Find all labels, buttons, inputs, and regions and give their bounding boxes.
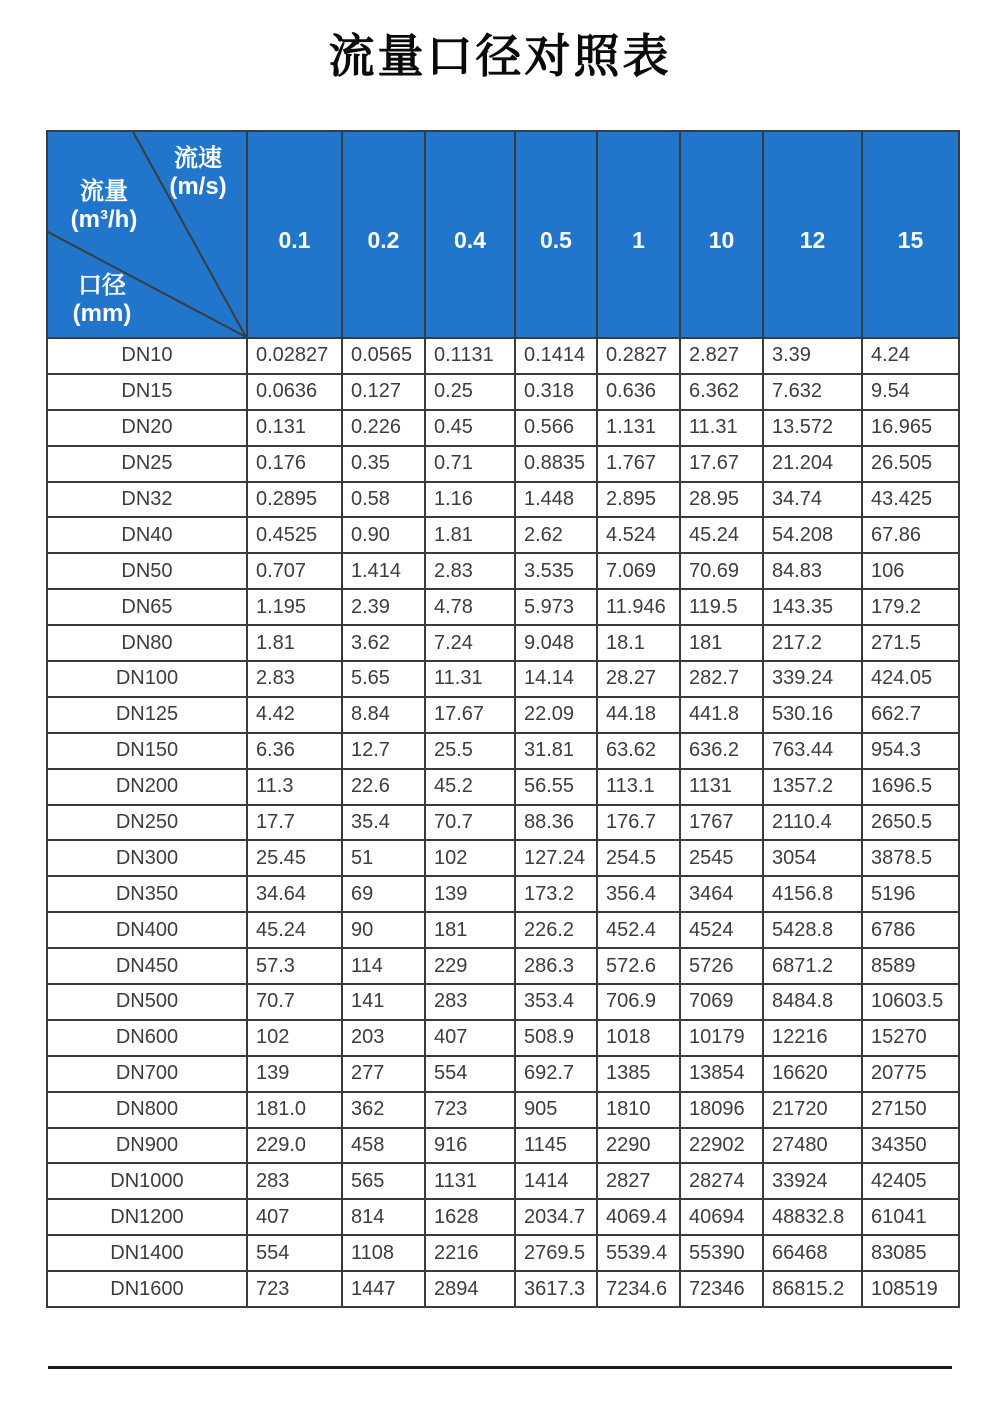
dn-diameter-label: DN450 bbox=[47, 948, 247, 984]
flow-value-cell: 0.566 bbox=[515, 410, 597, 446]
dn-diameter-label: DN125 bbox=[47, 697, 247, 733]
flow-value-cell: 25.45 bbox=[247, 840, 342, 876]
flow-value-cell: 44.18 bbox=[597, 697, 680, 733]
table-row bbox=[47, 876, 959, 912]
flow-value-cell: 554 bbox=[425, 1056, 515, 1092]
dn-diameter-label: DN300 bbox=[47, 840, 247, 876]
table-row bbox=[47, 410, 959, 446]
flow-value-cell: 7.24 bbox=[425, 625, 515, 661]
dn-diameter-label: DN1400 bbox=[47, 1235, 247, 1271]
flow-value-cell: 3464 bbox=[680, 876, 763, 912]
flow-value-cell: 69 bbox=[342, 876, 425, 912]
flow-value-cell: 905 bbox=[515, 1092, 597, 1128]
flow-value-cell: 18096 bbox=[680, 1092, 763, 1128]
flow-value-cell: 55390 bbox=[680, 1235, 763, 1271]
flow-value-cell: 0.25 bbox=[425, 374, 515, 410]
flow-value-cell: 565 bbox=[342, 1163, 425, 1199]
table-row bbox=[47, 553, 959, 589]
flow-value-cell: 11.946 bbox=[597, 589, 680, 625]
flow-value-cell: 45.24 bbox=[680, 517, 763, 553]
diameter-axis-label bbox=[58, 272, 146, 328]
flow-value-cell: 2290 bbox=[597, 1128, 680, 1164]
table-row bbox=[47, 1128, 959, 1164]
flow-value-cell: 18.1 bbox=[597, 625, 680, 661]
flow-value-cell: 407 bbox=[425, 1020, 515, 1056]
flow-value-cell: 70.69 bbox=[680, 553, 763, 589]
flow-value-cell: 1810 bbox=[597, 1092, 680, 1128]
flow-value-cell: 173.2 bbox=[515, 876, 597, 912]
flow-value-cell: 127.24 bbox=[515, 840, 597, 876]
dn-diameter-label: DN100 bbox=[47, 661, 247, 697]
table-row bbox=[47, 840, 959, 876]
flow-value-cell: 1145 bbox=[515, 1128, 597, 1164]
flow-value-cell: 28.95 bbox=[680, 482, 763, 518]
flow-value-cell: 1385 bbox=[597, 1056, 680, 1092]
flow-value-cell: 26.505 bbox=[862, 446, 959, 482]
flow-value-cell: 27150 bbox=[862, 1092, 959, 1128]
flow-value-cell: 277 bbox=[342, 1056, 425, 1092]
flow-value-cell: 217.2 bbox=[763, 625, 862, 661]
flow-value-cell: 1.81 bbox=[247, 625, 342, 661]
flow-value-cell: 4524 bbox=[680, 912, 763, 948]
flow-value-cell: 141 bbox=[342, 984, 425, 1020]
table-row bbox=[47, 625, 959, 661]
flow-value-cell: 0.1414 bbox=[515, 338, 597, 374]
flow-value-cell: 636.2 bbox=[680, 733, 763, 769]
flow-value-cell: 70.7 bbox=[247, 984, 342, 1020]
dn-diameter-label: DN40 bbox=[47, 517, 247, 553]
flow-value-cell: 15270 bbox=[862, 1020, 959, 1056]
flow-value-cell: 8.84 bbox=[342, 697, 425, 733]
flow-value-cell: 1.16 bbox=[425, 482, 515, 518]
flow-value-cell: 2.62 bbox=[515, 517, 597, 553]
flow-value-cell: 407 bbox=[247, 1199, 342, 1235]
flow-value-cell: 113.1 bbox=[597, 769, 680, 805]
flow-value-cell: 181 bbox=[425, 912, 515, 948]
flow-value-cell: 2827 bbox=[597, 1163, 680, 1199]
flow-value-cell: 692.7 bbox=[515, 1056, 597, 1092]
flow-value-cell: 9.54 bbox=[862, 374, 959, 410]
velocity-axis-label bbox=[154, 145, 242, 201]
table-row bbox=[47, 1199, 959, 1235]
flow-value-cell: 2034.7 bbox=[515, 1199, 597, 1235]
dn-diameter-label: DN800 bbox=[47, 1092, 247, 1128]
flow-value-cell: 22.6 bbox=[342, 769, 425, 805]
flow-value-cell: 954.3 bbox=[862, 733, 959, 769]
dn-diameter-label: DN600 bbox=[47, 1020, 247, 1056]
flow-value-cell: 1628 bbox=[425, 1199, 515, 1235]
flow-value-cell: 106 bbox=[862, 553, 959, 589]
flow-value-cell: 452.4 bbox=[597, 912, 680, 948]
flow-value-cell: 88.36 bbox=[515, 805, 597, 841]
table-row bbox=[47, 338, 959, 374]
flow-value-cell: 181 bbox=[680, 625, 763, 661]
flow-value-cell: 7069 bbox=[680, 984, 763, 1020]
flow-value-cell: 0.02827 bbox=[247, 338, 342, 374]
corner-cell bbox=[47, 131, 247, 338]
flow-value-cell: 0.176 bbox=[247, 446, 342, 482]
flow-value-cell: 1357.2 bbox=[763, 769, 862, 805]
flow-value-cell: 84.83 bbox=[763, 553, 862, 589]
flow-value-cell: 5.973 bbox=[515, 589, 597, 625]
dn-diameter-label: DN700 bbox=[47, 1056, 247, 1092]
flow-value-cell: 70.7 bbox=[425, 805, 515, 841]
flow-value-cell: 102 bbox=[425, 840, 515, 876]
flow-value-cell: 0.71 bbox=[425, 446, 515, 482]
dn-diameter-label: DN250 bbox=[47, 805, 247, 841]
flow-value-cell: 1108 bbox=[342, 1235, 425, 1271]
table-row bbox=[47, 697, 959, 733]
flow-value-cell: 0.45 bbox=[425, 410, 515, 446]
flow-value-cell: 5428.8 bbox=[763, 912, 862, 948]
velocity-column-header: 10 bbox=[680, 131, 763, 338]
flow-value-cell: 86815.2 bbox=[763, 1271, 862, 1307]
table-row bbox=[47, 661, 959, 697]
flow-value-cell: 0.2895 bbox=[247, 482, 342, 518]
flow-value-cell: 66468 bbox=[763, 1235, 862, 1271]
flow-value-cell: 3054 bbox=[763, 840, 862, 876]
flow-value-cell: 9.048 bbox=[515, 625, 597, 661]
flow-value-cell: 34350 bbox=[862, 1128, 959, 1164]
dn-diameter-label: DN25 bbox=[47, 446, 247, 482]
flow-value-cell: 34.64 bbox=[247, 876, 342, 912]
flow-value-cell: 2650.5 bbox=[862, 805, 959, 841]
flow-value-cell: 1.131 bbox=[597, 410, 680, 446]
flow-value-cell: 6.36 bbox=[247, 733, 342, 769]
flow-value-cell: 1696.5 bbox=[862, 769, 959, 805]
flow-value-cell: 286.3 bbox=[515, 948, 597, 984]
flow-value-cell: 0.707 bbox=[247, 553, 342, 589]
flow-value-cell: 356.4 bbox=[597, 876, 680, 912]
flow-value-cell: 54.208 bbox=[763, 517, 862, 553]
flow-value-cell: 35.4 bbox=[342, 805, 425, 841]
flow-value-cell: 229 bbox=[425, 948, 515, 984]
flow-value-cell: 25.5 bbox=[425, 733, 515, 769]
flow-value-cell: 114 bbox=[342, 948, 425, 984]
table-row bbox=[47, 1056, 959, 1092]
flow-value-cell: 21.204 bbox=[763, 446, 862, 482]
diameter-label-text: 口径 bbox=[78, 272, 126, 299]
flow-value-cell: 1.195 bbox=[247, 589, 342, 625]
flow-value-cell: 1414 bbox=[515, 1163, 597, 1199]
flow-value-cell: 2.827 bbox=[680, 338, 763, 374]
flow-value-cell: 83085 bbox=[862, 1235, 959, 1271]
flow-value-cell: 51 bbox=[342, 840, 425, 876]
dn-diameter-label: DN10 bbox=[47, 338, 247, 374]
flow-value-cell: 662.7 bbox=[862, 697, 959, 733]
dn-diameter-label: DN1000 bbox=[47, 1163, 247, 1199]
flow-value-cell: 119.5 bbox=[680, 589, 763, 625]
bottom-divider bbox=[48, 1366, 952, 1369]
table-row bbox=[47, 805, 959, 841]
table-row bbox=[47, 948, 959, 984]
flow-value-cell: 4069.4 bbox=[597, 1199, 680, 1235]
flow-value-cell: 5539.4 bbox=[597, 1235, 680, 1271]
flow-value-cell: 139 bbox=[247, 1056, 342, 1092]
flow-value-cell: 0.58 bbox=[342, 482, 425, 518]
flow-value-cell: 0.4525 bbox=[247, 517, 342, 553]
flow-value-cell: 4.24 bbox=[862, 338, 959, 374]
flow-value-cell: 572.6 bbox=[597, 948, 680, 984]
table-row bbox=[47, 446, 959, 482]
flow-value-cell: 723 bbox=[425, 1092, 515, 1128]
flow-value-cell: 554 bbox=[247, 1235, 342, 1271]
flow-axis-label bbox=[60, 178, 148, 234]
flow-value-cell: 3617.3 bbox=[515, 1271, 597, 1307]
flow-value-cell: 916 bbox=[425, 1128, 515, 1164]
flow-value-cell: 6871.2 bbox=[763, 948, 862, 984]
table-row bbox=[47, 589, 959, 625]
table-row bbox=[47, 1092, 959, 1128]
flow-value-cell: 0.35 bbox=[342, 446, 425, 482]
table-row bbox=[47, 1271, 959, 1307]
flow-value-cell: 20775 bbox=[862, 1056, 959, 1092]
flow-value-cell: 4.42 bbox=[247, 697, 342, 733]
flow-value-cell: 1447 bbox=[342, 1271, 425, 1307]
velocity-column-header: 0.1 bbox=[247, 131, 342, 338]
flow-value-cell: 16620 bbox=[763, 1056, 862, 1092]
dn-diameter-label: DN200 bbox=[47, 769, 247, 805]
flow-value-cell: 763.44 bbox=[763, 733, 862, 769]
velocity-column-header: 1 bbox=[597, 131, 680, 338]
flow-value-cell: 1.81 bbox=[425, 517, 515, 553]
flow-value-cell: 0.8835 bbox=[515, 446, 597, 482]
flow-value-cell: 8589 bbox=[862, 948, 959, 984]
flow-value-cell: 13.572 bbox=[763, 410, 862, 446]
flow-value-cell: 10179 bbox=[680, 1020, 763, 1056]
flow-value-cell: 7.632 bbox=[763, 374, 862, 410]
page-title: 流量口径对照表 bbox=[328, 30, 672, 82]
flow-value-cell: 56.55 bbox=[515, 769, 597, 805]
flow-value-cell: 6.362 bbox=[680, 374, 763, 410]
flow-value-cell: 0.131 bbox=[247, 410, 342, 446]
flow-value-cell: 706.9 bbox=[597, 984, 680, 1020]
table-row bbox=[47, 1020, 959, 1056]
velocity-column-header: 0.5 bbox=[515, 131, 597, 338]
flow-value-cell: 8484.8 bbox=[763, 984, 862, 1020]
flow-value-cell: 90 bbox=[342, 912, 425, 948]
flow-value-cell: 1767 bbox=[680, 805, 763, 841]
table-row bbox=[47, 1235, 959, 1271]
flow-value-cell: 45.24 bbox=[247, 912, 342, 948]
flow-value-cell: 179.2 bbox=[862, 589, 959, 625]
flow-value-cell: 33924 bbox=[763, 1163, 862, 1199]
table-row bbox=[47, 1163, 959, 1199]
flow-value-cell: 2110.4 bbox=[763, 805, 862, 841]
flow-value-cell: 229.0 bbox=[247, 1128, 342, 1164]
dn-diameter-label: DN50 bbox=[47, 553, 247, 589]
flow-value-cell: 17.7 bbox=[247, 805, 342, 841]
velocity-unit-text: (m/s) bbox=[169, 173, 227, 200]
flow-value-cell: 63.62 bbox=[597, 733, 680, 769]
flow-value-cell: 441.8 bbox=[680, 697, 763, 733]
table-row bbox=[47, 769, 959, 805]
dn-diameter-label: DN500 bbox=[47, 984, 247, 1020]
dn-diameter-label: DN1200 bbox=[47, 1199, 247, 1235]
flow-value-cell: 28.27 bbox=[597, 661, 680, 697]
velocity-label-text: 流速 bbox=[174, 145, 222, 172]
flow-value-cell: 203 bbox=[342, 1020, 425, 1056]
flow-value-cell: 22902 bbox=[680, 1128, 763, 1164]
flow-value-cell: 57.3 bbox=[247, 948, 342, 984]
flow-value-cell: 0.1131 bbox=[425, 338, 515, 374]
flow-value-cell: 17.67 bbox=[425, 697, 515, 733]
flow-value-cell: 0.318 bbox=[515, 374, 597, 410]
header-row bbox=[47, 131, 959, 338]
flow-value-cell: 814 bbox=[342, 1199, 425, 1235]
flow-value-cell: 0.636 bbox=[597, 374, 680, 410]
flow-value-cell: 27480 bbox=[763, 1128, 862, 1164]
flow-value-cell: 28274 bbox=[680, 1163, 763, 1199]
flow-value-cell: 11.31 bbox=[680, 410, 763, 446]
flow-value-cell: 42405 bbox=[862, 1163, 959, 1199]
flow-value-cell: 0.2827 bbox=[597, 338, 680, 374]
flow-value-cell: 5196 bbox=[862, 876, 959, 912]
flow-value-cell: 339.24 bbox=[763, 661, 862, 697]
table-row bbox=[47, 517, 959, 553]
flow-value-cell: 11.31 bbox=[425, 661, 515, 697]
flow-value-cell: 10603.5 bbox=[862, 984, 959, 1020]
flow-value-cell: 362 bbox=[342, 1092, 425, 1128]
flow-value-cell: 1.414 bbox=[342, 553, 425, 589]
flow-value-cell: 2.83 bbox=[425, 553, 515, 589]
velocity-column-header: 0.4 bbox=[425, 131, 515, 338]
flow-value-cell: 67.86 bbox=[862, 517, 959, 553]
flow-value-cell: 5726 bbox=[680, 948, 763, 984]
flow-value-cell: 14.14 bbox=[515, 661, 597, 697]
dn-diameter-label: DN65 bbox=[47, 589, 247, 625]
flow-value-cell: 21720 bbox=[763, 1092, 862, 1128]
table-row bbox=[47, 733, 959, 769]
flow-value-cell: 0.0636 bbox=[247, 374, 342, 410]
flow-value-cell: 143.35 bbox=[763, 589, 862, 625]
flow-value-cell: 226.2 bbox=[515, 912, 597, 948]
flow-value-cell: 7234.6 bbox=[597, 1271, 680, 1307]
dn-diameter-label: DN20 bbox=[47, 410, 247, 446]
dn-diameter-label: DN32 bbox=[47, 482, 247, 518]
flow-value-cell: 254.5 bbox=[597, 840, 680, 876]
flow-value-cell: 6786 bbox=[862, 912, 959, 948]
flow-value-cell: 22.09 bbox=[515, 697, 597, 733]
velocity-column-header: 0.2 bbox=[342, 131, 425, 338]
flow-value-cell: 48832.8 bbox=[763, 1199, 862, 1235]
flow-value-cell: 1.448 bbox=[515, 482, 597, 518]
flow-value-cell: 40694 bbox=[680, 1199, 763, 1235]
flow-value-cell: 282.7 bbox=[680, 661, 763, 697]
flow-value-cell: 1131 bbox=[425, 1163, 515, 1199]
flow-value-cell: 1131 bbox=[680, 769, 763, 805]
flow-value-cell: 3.39 bbox=[763, 338, 862, 374]
flow-value-cell: 12216 bbox=[763, 1020, 862, 1056]
flow-value-cell: 12.7 bbox=[342, 733, 425, 769]
flow-value-cell: 45.2 bbox=[425, 769, 515, 805]
flow-diameter-table bbox=[46, 130, 960, 1308]
flow-value-cell: 1.767 bbox=[597, 446, 680, 482]
flow-value-cell: 31.81 bbox=[515, 733, 597, 769]
flow-value-cell: 16.965 bbox=[862, 410, 959, 446]
flow-value-cell: 2.895 bbox=[597, 482, 680, 518]
flow-value-cell: 2216 bbox=[425, 1235, 515, 1271]
flow-value-cell: 102 bbox=[247, 1020, 342, 1056]
dn-diameter-label: DN150 bbox=[47, 733, 247, 769]
flow-value-cell: 4.78 bbox=[425, 589, 515, 625]
velocity-column-header: 12 bbox=[763, 131, 862, 338]
flow-label-text: 流量 bbox=[80, 178, 128, 205]
table-row bbox=[47, 482, 959, 518]
flow-value-cell: 0.0565 bbox=[342, 338, 425, 374]
dn-diameter-label: DN1600 bbox=[47, 1271, 247, 1307]
flow-value-cell: 458 bbox=[342, 1128, 425, 1164]
flow-value-cell: 108519 bbox=[862, 1271, 959, 1307]
flow-value-cell: 530.16 bbox=[763, 697, 862, 733]
dn-diameter-label: DN80 bbox=[47, 625, 247, 661]
flow-value-cell: 353.4 bbox=[515, 984, 597, 1020]
flow-value-cell: 723 bbox=[247, 1271, 342, 1307]
table-row bbox=[47, 984, 959, 1020]
flow-value-cell: 17.67 bbox=[680, 446, 763, 482]
flow-value-cell: 0.90 bbox=[342, 517, 425, 553]
flow-value-cell: 271.5 bbox=[862, 625, 959, 661]
flow-value-cell: 139 bbox=[425, 876, 515, 912]
flow-value-cell: 3.535 bbox=[515, 553, 597, 589]
flow-value-cell: 0.226 bbox=[342, 410, 425, 446]
diameter-unit-text: (mm) bbox=[72, 300, 132, 327]
flow-value-cell: 0.127 bbox=[342, 374, 425, 410]
flow-value-cell: 283 bbox=[247, 1163, 342, 1199]
flow-value-cell: 176.7 bbox=[597, 805, 680, 841]
flow-value-cell: 2.83 bbox=[247, 661, 342, 697]
flow-value-cell: 61041 bbox=[862, 1199, 959, 1235]
velocity-column-header: 15 bbox=[862, 131, 959, 338]
flow-value-cell: 34.74 bbox=[763, 482, 862, 518]
flow-value-cell: 4.524 bbox=[597, 517, 680, 553]
table-row bbox=[47, 912, 959, 948]
flow-value-cell: 72346 bbox=[680, 1271, 763, 1307]
flow-unit-text: (m³/h) bbox=[70, 206, 138, 233]
flow-value-cell: 4156.8 bbox=[763, 876, 862, 912]
flow-value-cell: 2.39 bbox=[342, 589, 425, 625]
table-row bbox=[47, 374, 959, 410]
dn-diameter-label: DN400 bbox=[47, 912, 247, 948]
flow-value-cell: 7.069 bbox=[597, 553, 680, 589]
flow-value-cell: 5.65 bbox=[342, 661, 425, 697]
flow-value-cell: 1018 bbox=[597, 1020, 680, 1056]
flow-value-cell: 43.425 bbox=[862, 482, 959, 518]
flow-value-cell: 2894 bbox=[425, 1271, 515, 1307]
flow-value-cell: 2769.5 bbox=[515, 1235, 597, 1271]
flow-value-cell: 508.9 bbox=[515, 1020, 597, 1056]
dn-diameter-label: DN350 bbox=[47, 876, 247, 912]
flow-value-cell: 181.0 bbox=[247, 1092, 342, 1128]
dn-diameter-label: DN15 bbox=[47, 374, 247, 410]
flow-value-cell: 2545 bbox=[680, 840, 763, 876]
flow-value-cell: 283 bbox=[425, 984, 515, 1020]
flow-value-cell: 3.62 bbox=[342, 625, 425, 661]
flow-value-cell: 3878.5 bbox=[862, 840, 959, 876]
flow-value-cell: 424.05 bbox=[862, 661, 959, 697]
flow-value-cell: 13854 bbox=[680, 1056, 763, 1092]
dn-diameter-label: DN900 bbox=[47, 1128, 247, 1164]
flow-value-cell: 11.3 bbox=[247, 769, 342, 805]
